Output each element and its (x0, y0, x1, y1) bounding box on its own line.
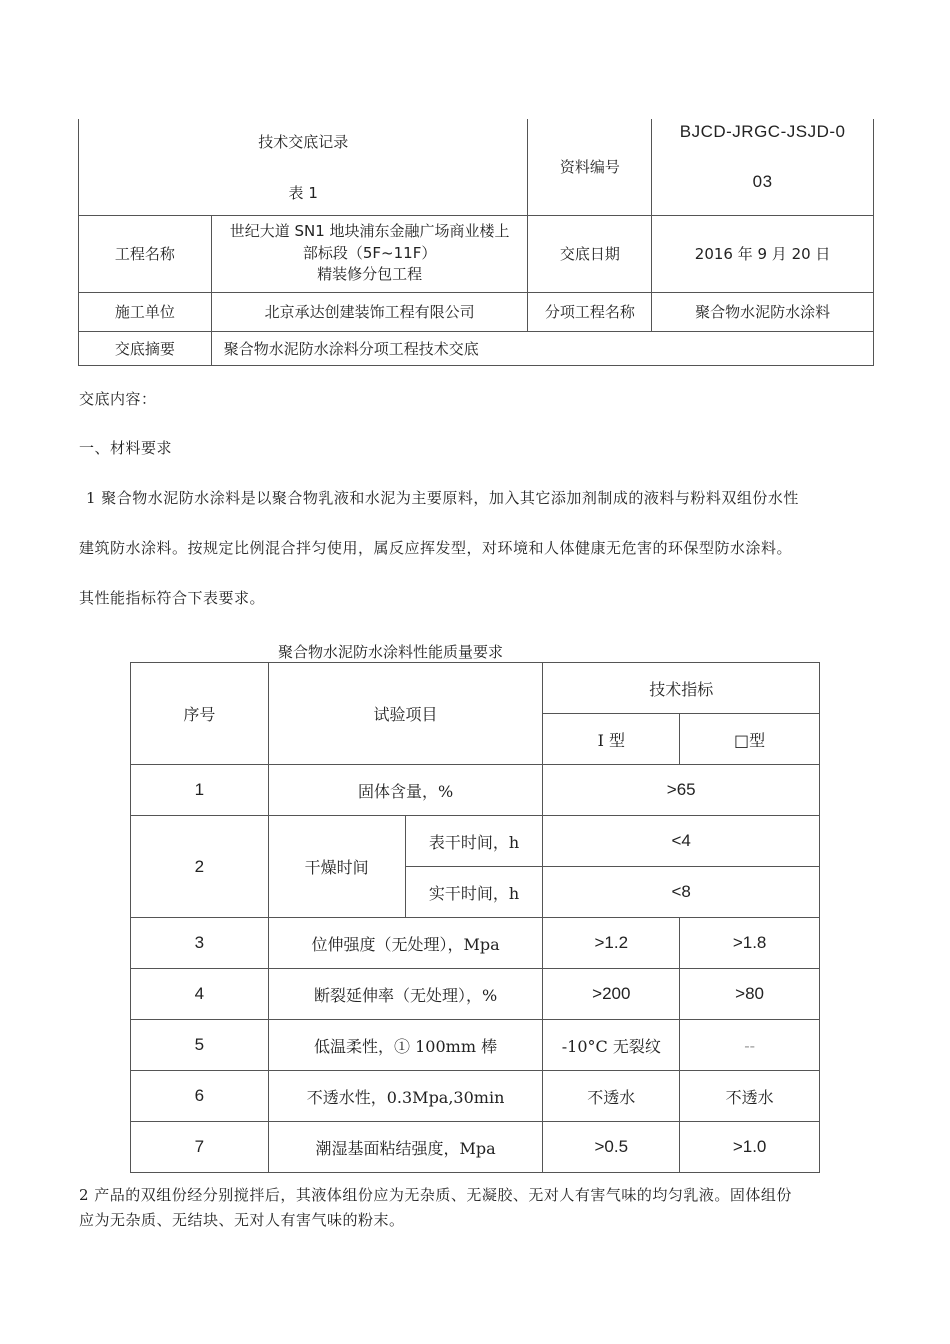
row-no: 5 (131, 1020, 269, 1071)
row-type2: >1.8 (680, 918, 820, 969)
table-row (131, 1122, 820, 1173)
row-type1: -10°C 无裂纹 (543, 1020, 680, 1071)
project-line3: 精装修分包工程 (317, 265, 423, 284)
row-subitem: 实干时间，h (405, 867, 543, 918)
row-type2: >80 (680, 969, 820, 1020)
doc-no-line1: BJCD-JRGC-JSJD-0 (679, 122, 846, 141)
date-label: 交底日期 (528, 215, 652, 292)
doc-no-cell (652, 119, 874, 215)
form-title: 技术交底记录 (258, 132, 349, 151)
row-value: >65 (543, 765, 820, 816)
table-row (131, 969, 820, 1020)
project-line1: 世纪大道 SN1 地块浦东金融广场商业楼上 (229, 221, 510, 240)
table-row (131, 918, 820, 969)
table-row (131, 765, 820, 816)
row-type1: 不透水 (543, 1071, 680, 1122)
row-value: <4 (543, 816, 820, 867)
form-number: 表 1 (288, 183, 318, 202)
row-item: 固体含量，% (268, 765, 543, 816)
para2-line2: 应为无杂质、无结块、无对人有害气味的粉末。 (79, 1211, 405, 1229)
project-line2: 部标段（5F~11F） (302, 243, 437, 262)
subitem-value: 聚合物水泥防水涂料 (652, 292, 874, 331)
contractor-value: 北京承达创建装饰工程有限公司 (211, 292, 528, 331)
para2-line1: 2 产品的双组份经分别搅拌后，其液体组份应为无杂质、无凝胶、无对人有害气味的均匀乳液。固体组份 (79, 1186, 792, 1204)
row-type1: >1.2 (543, 918, 680, 969)
project-label: 工程名称 (79, 215, 212, 292)
doc-no-label: 资料编号 (528, 119, 652, 215)
row-item: 干燥时间 (268, 816, 405, 918)
project-value (211, 215, 528, 292)
row-item: 低温柔性，① 100mm 棒 (268, 1020, 543, 1071)
subitem-label: 分项工程名称 (528, 292, 652, 331)
row-no: 6 (131, 1071, 269, 1122)
row-type1: >200 (543, 969, 680, 1020)
para1-line3: 其性能指标符合下表要求。 (79, 589, 266, 607)
row-no: 3 (131, 918, 269, 969)
header-type2: □型 (680, 714, 820, 765)
table-caption: 聚合物水泥防水涂料性能质量要求 (278, 643, 504, 661)
row-type2: 不透水 (680, 1071, 820, 1122)
row-item: 不透水性，0.3Mpa,30min (268, 1071, 543, 1122)
intro-text: 交底内容： (79, 390, 157, 408)
summary-value: 聚合物水泥防水涂料分项工程技术交底 (211, 331, 873, 365)
contractor-label: 施工单位 (79, 292, 212, 331)
table-row (131, 816, 820, 867)
header-table (78, 119, 874, 366)
para1-line2: 建筑防水涂料。按规定比例混合拌匀使用，属反应挥发型，对环境和人体健康无危害的环保型防水涂料。 (79, 539, 793, 557)
row-type1: >0.5 (543, 1122, 680, 1173)
table-row (131, 1020, 820, 1071)
row-subitem: 表干时间，h (405, 816, 543, 867)
row-no: 4 (131, 969, 269, 1020)
form-title-cell (79, 119, 528, 215)
row-item: 断裂延伸率（无处理），% (268, 969, 543, 1020)
row-no: 1 (131, 765, 269, 816)
row-value: <8 (543, 867, 820, 918)
performance-table (130, 662, 820, 1173)
doc-no-line2: 03 (752, 172, 773, 191)
summary-label: 交底摘要 (79, 331, 212, 365)
row-no: 7 (131, 1122, 269, 1173)
table-row (131, 1071, 820, 1122)
para1-line1: 1 聚合物水泥防水涂料是以聚合物乳液和水泥为主要原料，加入其它添加剂制成的液料与粉料双组份水性 (86, 489, 799, 507)
row-type2: -- (680, 1020, 820, 1071)
row-type2: >1.0 (680, 1122, 820, 1173)
date-value: 2016 年 9 月 20 日 (652, 215, 874, 292)
row-item: 位伸强度（无处理），Mpa (268, 918, 543, 969)
section-heading: 一、材料要求 (79, 439, 173, 457)
row-no: 2 (131, 816, 269, 918)
header-no: 序号 (131, 663, 269, 765)
header-item: 试验项目 (268, 663, 543, 765)
header-spec: 技术指标 (543, 663, 820, 714)
row-item: 潮湿基面粘结强度，Mpa (268, 1122, 543, 1173)
header-type1: I 型 (543, 714, 680, 765)
